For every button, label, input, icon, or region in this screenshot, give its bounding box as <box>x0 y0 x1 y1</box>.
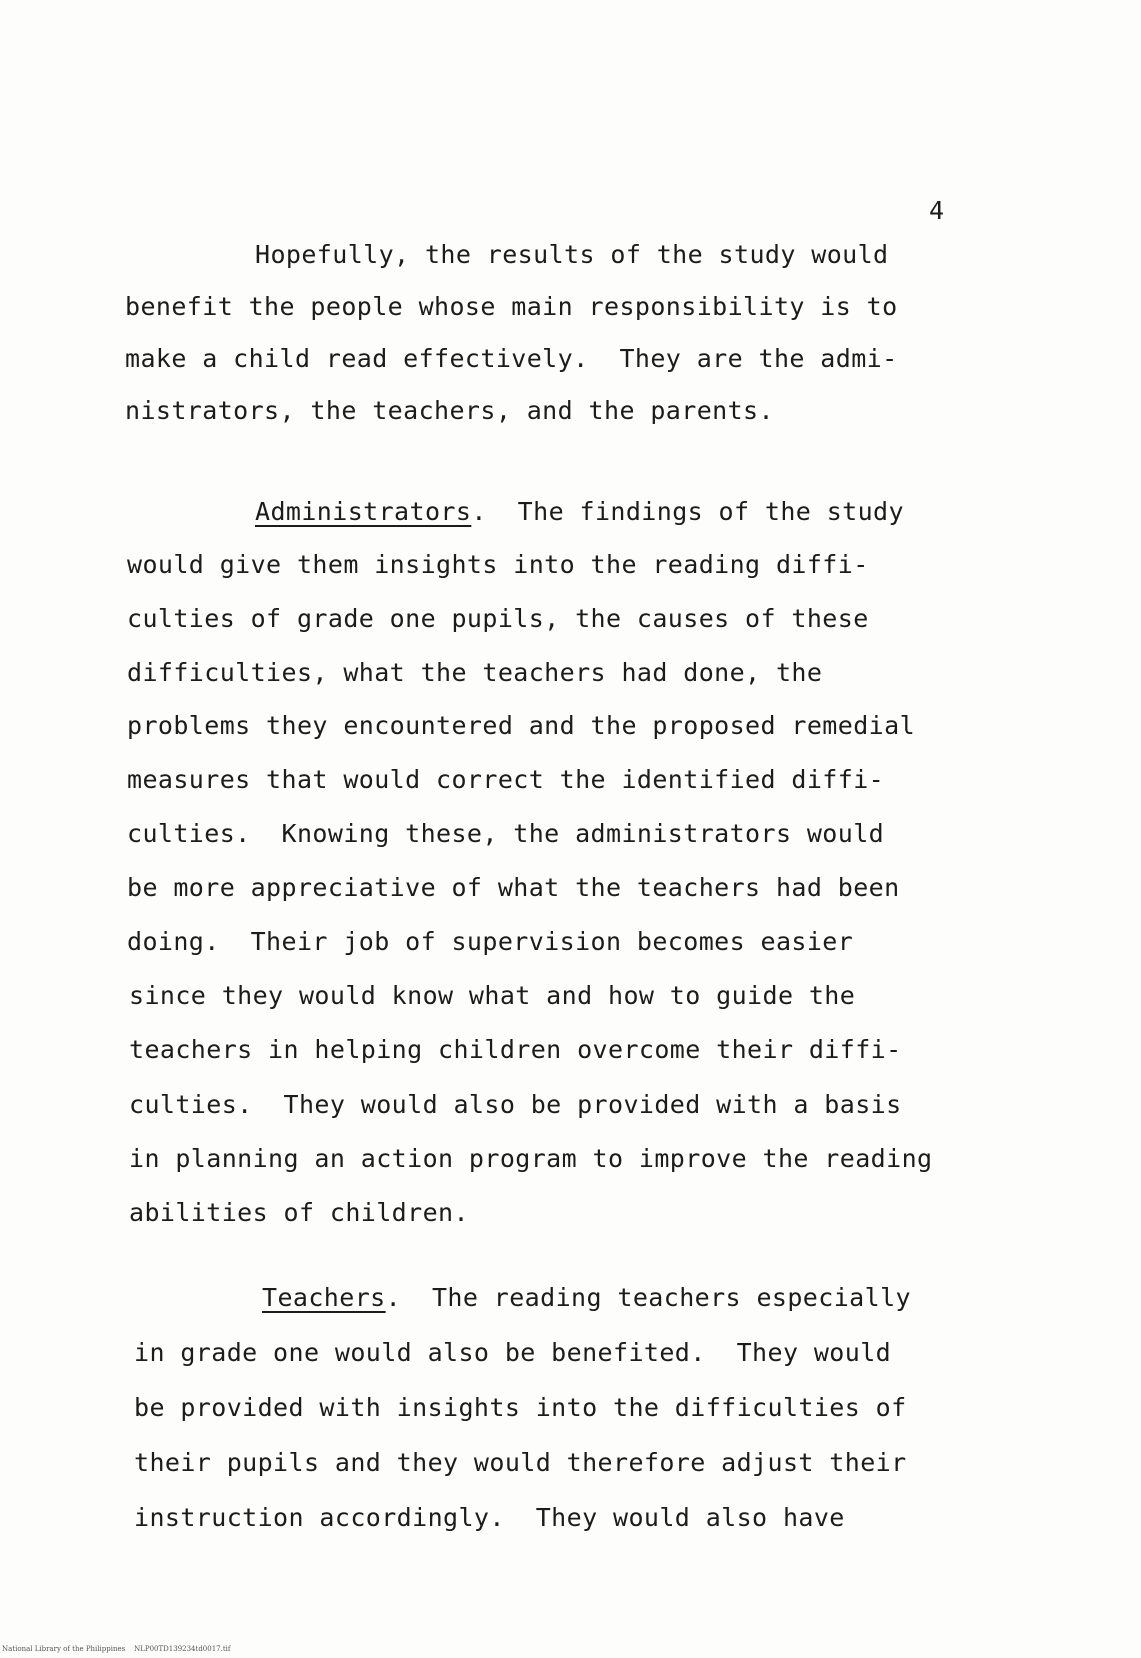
paragraph-2-line-13: in planning an action program to improve the reading <box>129 1144 933 1173</box>
paragraph-2-line-4: difficulties, what the teachers had done, the <box>127 658 823 687</box>
paragraph-2-line-9: doing. Their job of supervision becomes easier <box>127 927 854 956</box>
paragraph-1-line-1: Hopefully, the results of the study would <box>255 240 889 269</box>
teachers-heading: Teachers <box>262 1283 386 1312</box>
paragraph-3-first-line <box>262 1283 911 1313</box>
paragraph-3-line-3: be provided with insights into the difficulties of <box>134 1393 907 1422</box>
paragraph-1-line-2: benefit the people whose main responsibility is to <box>125 292 898 321</box>
paragraph-3-line-4: their pupils and they would therefore adjust their <box>134 1448 907 1477</box>
paragraph-1-line-3: make a child read effectively. They are the admi- <box>125 344 898 373</box>
paragraph-3-first-line-rest: . The reading teachers especially <box>385 1283 911 1312</box>
administrators-heading: Administrators <box>255 497 472 526</box>
paragraph-2-line-10: since they would know what and how to guide the <box>129 981 856 1010</box>
paragraph-2-line-2: would give them insights into the reading diffi- <box>127 550 869 579</box>
scan-footer: National Library of the Philippines NLP00TD139234td0017.tif <box>2 1645 231 1653</box>
paragraph-3-line-5: instruction accordingly. They would also have <box>134 1503 845 1532</box>
paragraph-2-line-11: teachers in helping children overcome their diffi- <box>129 1035 902 1064</box>
paragraph-1-line-4: nistrators, the teachers, and the parents. <box>125 396 774 425</box>
paragraph-2-first-line-rest: . The findings of the study <box>471 497 904 526</box>
paragraph-2-line-5: problems they encountered and the proposed remedial <box>127 711 916 740</box>
paragraph-2-line-6: measures that would correct the identified diffi- <box>127 765 885 794</box>
page-number: 4 <box>929 196 945 225</box>
paragraph-2-line-3: culties of grade one pupils, the causes of these <box>127 604 869 633</box>
paragraph-3-line-2: in grade one would also be benefited. They would <box>134 1338 892 1367</box>
paragraph-2-line-14: abilities of children. <box>129 1198 469 1227</box>
paragraph-2-line-7: culties. Knowing these, the administrators would <box>127 819 885 848</box>
paragraph-2-line-8: be more appreciative of what the teachers had been <box>127 873 900 902</box>
paragraph-2-line-12: culties. They would also be provided with a basis <box>129 1090 902 1119</box>
paragraph-2-first-line <box>255 497 904 527</box>
